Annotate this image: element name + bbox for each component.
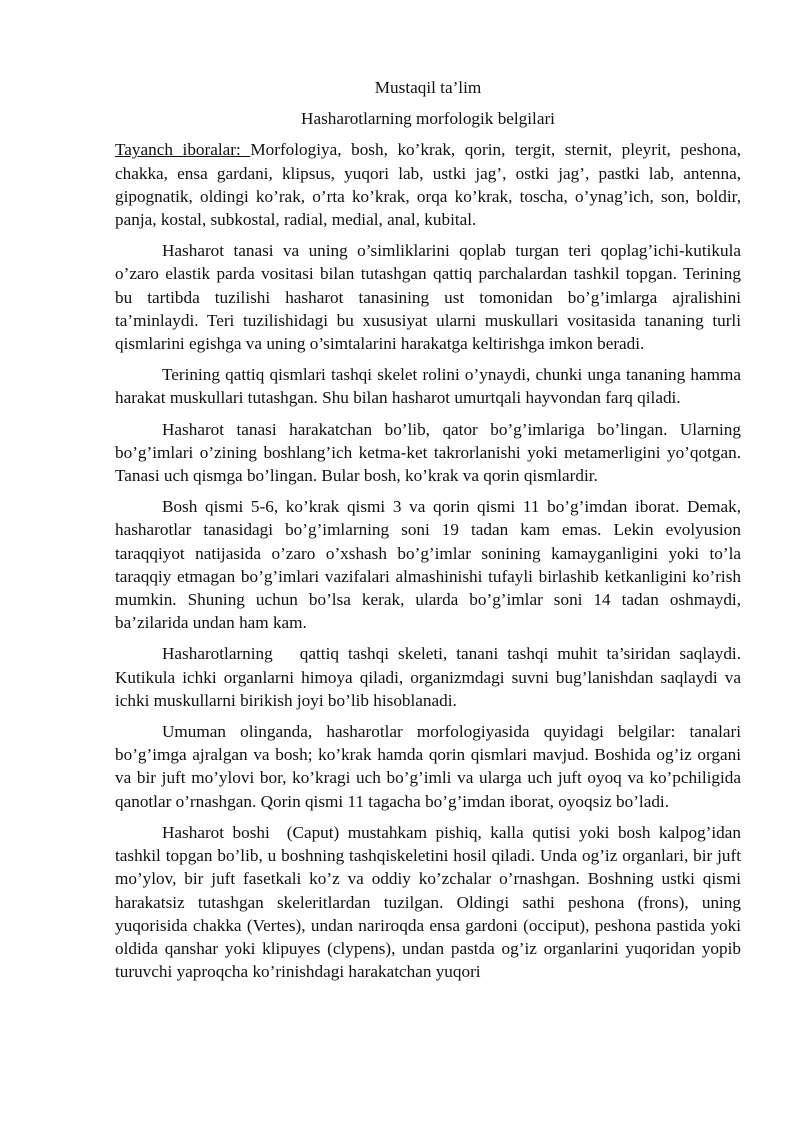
- paragraph-7: Hasharot boshi (Caput) mustahkam pishiq, kalla qutisi yoki bosh kalpog’idan tashkil topgan bo’lib, u boshning tashqiskeletini hosil qiladi. Unda og’iz organlari, bir juft mo’ylov, bir juft fasetkali ko’z va oddiy ko’zchalar o’rnashgan. Boshning ustki qismi harakatsiz tutashgan skeleritlardan tuzilgan. Oldingi sathi peshona (frons), uning yuqorisida chakka (Vertes), undan nariroqda ensa gardoni (occiput), peshona pastida yoki oldida qanshar yoki klipuyes (clypens), undan pastda og’iz organlarini yuqoridan yopib turuvchi yaproqcha ko’rinishdagi harakatchan yuqori: [115, 822, 746, 982]
- document-title: Mustaqil ta’lim: [374, 78, 482, 97]
- document-page: [115, 76, 746, 991]
- document-subtitle: Hasharotlarning morfologik belgilari: [301, 109, 555, 129]
- keywords-label: Tayanch iboralar:: [115, 140, 251, 160]
- keywords-paragraph: [115, 138, 741, 231]
- paragraph-1: Hasharot tanasi va uning o’simliklarini qoplab turgan teri qoplag’ichi-kutikula o’zaro elastik parda vositasi bilan tutashgan qattiq parchalardan tashkil topgan. Terining bu tartibda tuzilishi hasharot tanasining ust tomonidan bo’g’imlarga ajralishini ta’minlaydi. Teri tuzilishidagi bu xususiyat ularni muskullari vositasida tananing turli qismlarini egishga va uning o’simtalarini harakatga keltirishga imkon beradi.: [115, 241, 746, 354]
- paragraph-2: Terining qattiq qismlari tashqi skelet rolini o’ynaydi, chunki unga tananing hamma harakat muskullari tutashgan. Shu bilan hasharot umurtqali hayvondan farq qiladi.: [115, 365, 746, 408]
- keywords-text: Morfologiya, bosh, ko’krak, qorin, tergit, sternit, pleyrit, peshona, chakka, ensa gardani, klipsus, yuqori lab, ustki jag’, ostki jag’, pastki lab, antenna, gipognatik, oldingi ko’rak, o’rta ko’krak, orqa ko’krak, toscha, o’ynag’ich, son, boldir, panja, kostal, subkostal, radial, medial, anal, kubital.: [115, 140, 742, 230]
- paragraph-3: Hasharot tanasi harakatchan bo’lib, qator bo’g’imlariga bo’lingan. Ularning bo’g’imlari o’zining boshlang’ich ketma-ket takrorlanishi yoki metamerligini yo’qotgan. Tanasi uch qismga bo’lingan. Bular bosh, ko’krak va qorin qismlardir.: [115, 419, 746, 486]
- paragraph-5: Hasharotlarning qattiq tashqi skeleti, tanani tashqi muhit ta’siridan saqlaydi. Kutikula ichki organlarni himoya qiladi, organizmdagi suvni bug’lanishdan saqlaydi va ichki muskullarni birikish joyi bo’lib hisoblanadi.: [115, 644, 746, 710]
- paragraph-4: Bosh qismi 5-6, ko’krak qismi 3 va qorin qismi 11 bo’g’imdan iborat. Demak, hasharotlar tanasidagi bo’g’imlarning soni 19 tadan kam emas. Lekin evolyusion taraqqiyot natijasida o’zaro o’xshash bo’g’imlar sonining kamayganligini yoki to’la taraqqiy etmagan bo’g’imlari vazifalari almashinishi tufayli birlashib ketkanligini ko’rish mumkin. Shuning uchun bo’lsa kerak, ularda bo’g’imlar soni 14 tadan oshmaydi, ba’zilarida undan ham kam.: [115, 497, 746, 633]
- paragraph-6: Umuman olinganda, hasharotlar morfologiyasida quyidagi belgilar: tanalari bo’g’imga ajralgan va bosh; ko’krak hamda qorin qismlari mavjud. Boshida og’iz organi va bir juft mo’ylovi bor, ko’kragi uch bo’g’imli va ularga uch juft oyoq va ko’pchiligida qanotlar o’rnashgan. Qorin qismi 11 tagacha bo’g’imdan iborat, oyoqsiz bo’ladi.: [115, 722, 746, 811]
